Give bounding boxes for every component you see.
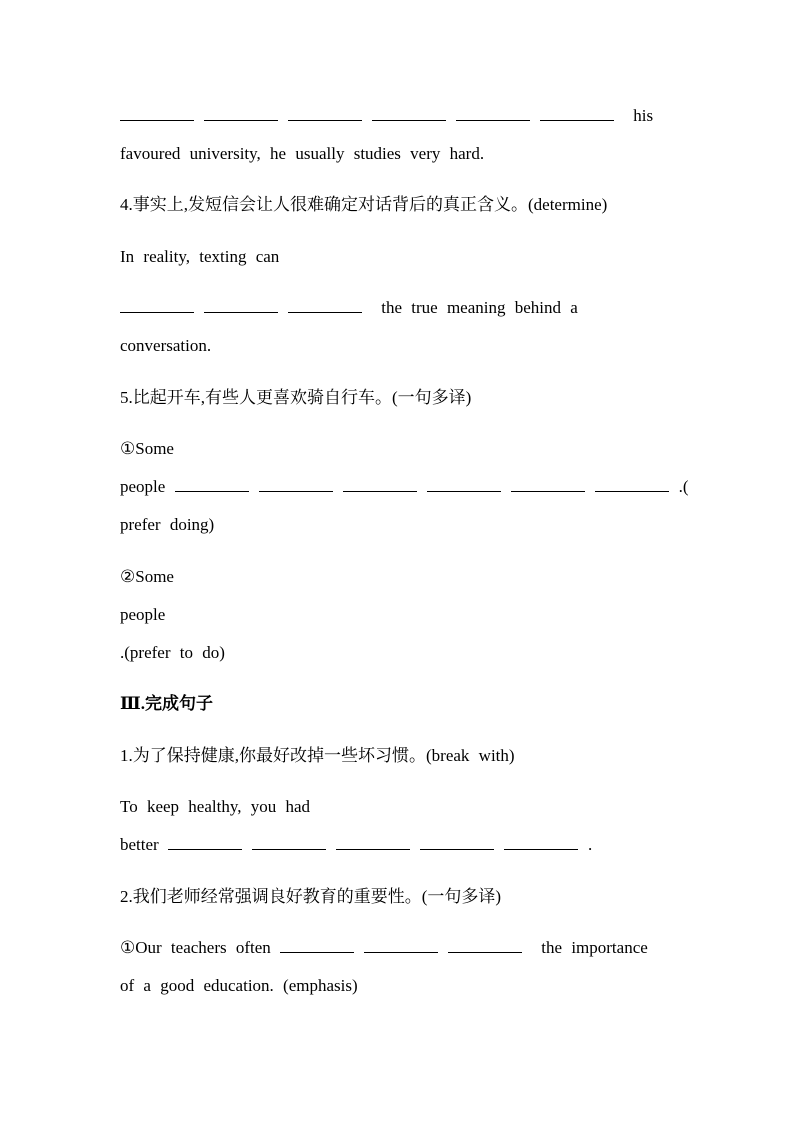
answer-blank[interactable] — [168, 835, 242, 850]
answer-blank[interactable] — [288, 106, 362, 121]
q5-a-blank-line — [120, 477, 689, 497]
answer-blank[interactable] — [448, 938, 522, 953]
q5-a-lead: people — [120, 477, 166, 496]
q4-prompt: 4.事实上,发短信会让人很难确定对话背后的真正含义。(determine) — [120, 195, 608, 214]
answer-blank[interactable] — [259, 477, 333, 492]
q5-b-line1: ②Some — [120, 567, 174, 586]
answer-blank[interactable] — [427, 477, 501, 492]
q4-line1: In reality, texting can — [120, 247, 280, 266]
answer-blank[interactable] — [252, 835, 326, 850]
answer-blank[interactable] — [204, 298, 278, 313]
q3-tail-text: his — [633, 106, 654, 125]
s3q2-a-lead: ①Our teachers often — [120, 938, 271, 957]
answer-blank[interactable] — [420, 835, 494, 850]
s3q2-a-tail: the importance — [541, 938, 648, 957]
q4-blank-line — [120, 298, 578, 318]
q3-blank-line — [120, 106, 653, 126]
answer-blank[interactable] — [336, 835, 410, 850]
answer-blank[interactable] — [343, 477, 417, 492]
answer-blank[interactable] — [120, 298, 194, 313]
answer-blank[interactable] — [204, 106, 278, 121]
s3q1-prompt: 1.为了保持健康,你最好改掉一些坏习惯。(break with) — [120, 746, 515, 765]
answer-blank[interactable] — [280, 938, 354, 953]
answer-blank[interactable] — [456, 106, 530, 121]
s3q1-lead: better — [120, 835, 159, 854]
q5-b-line2: people — [120, 605, 166, 624]
s3q2-prompt: 2.我们老师经常强调良好教育的重要性。(一句多译) — [120, 887, 502, 906]
answer-blank[interactable] — [540, 106, 614, 121]
q5-prompt: 5.比起开车,有些人更喜欢骑自行车。(一句多译) — [120, 388, 472, 407]
q4-line3: conversation. — [120, 336, 212, 355]
q4-tail-text: the true meaning behind a — [381, 298, 578, 317]
s3q1-line1: To keep healthy, you had — [120, 797, 311, 816]
answer-blank[interactable] — [364, 938, 438, 953]
q5-a-line1: ①Some — [120, 439, 174, 458]
s3q2-a-line2: of a good education. (emphasis) — [120, 976, 358, 995]
answer-blank[interactable] — [511, 477, 585, 492]
s3q1-blank-line — [120, 835, 592, 855]
answer-blank[interactable] — [175, 477, 249, 492]
answer-blank[interactable] — [120, 106, 194, 121]
answer-blank[interactable] — [504, 835, 578, 850]
s3q2-a-blank-line — [120, 938, 648, 958]
s3q1-tail: . — [587, 835, 593, 854]
answer-blank[interactable] — [372, 106, 446, 121]
answer-blank[interactable] — [288, 298, 362, 313]
answer-blank[interactable] — [595, 477, 669, 492]
q5-b-line3: .(prefer to do) — [120, 643, 225, 662]
section-heading: Ⅲ.完成句子 — [120, 694, 213, 713]
q3-line2: favoured university, he usually studies very hard. — [120, 144, 485, 163]
q5-a-tail: .( — [678, 477, 689, 496]
q5-a-line3: prefer doing) — [120, 515, 215, 534]
